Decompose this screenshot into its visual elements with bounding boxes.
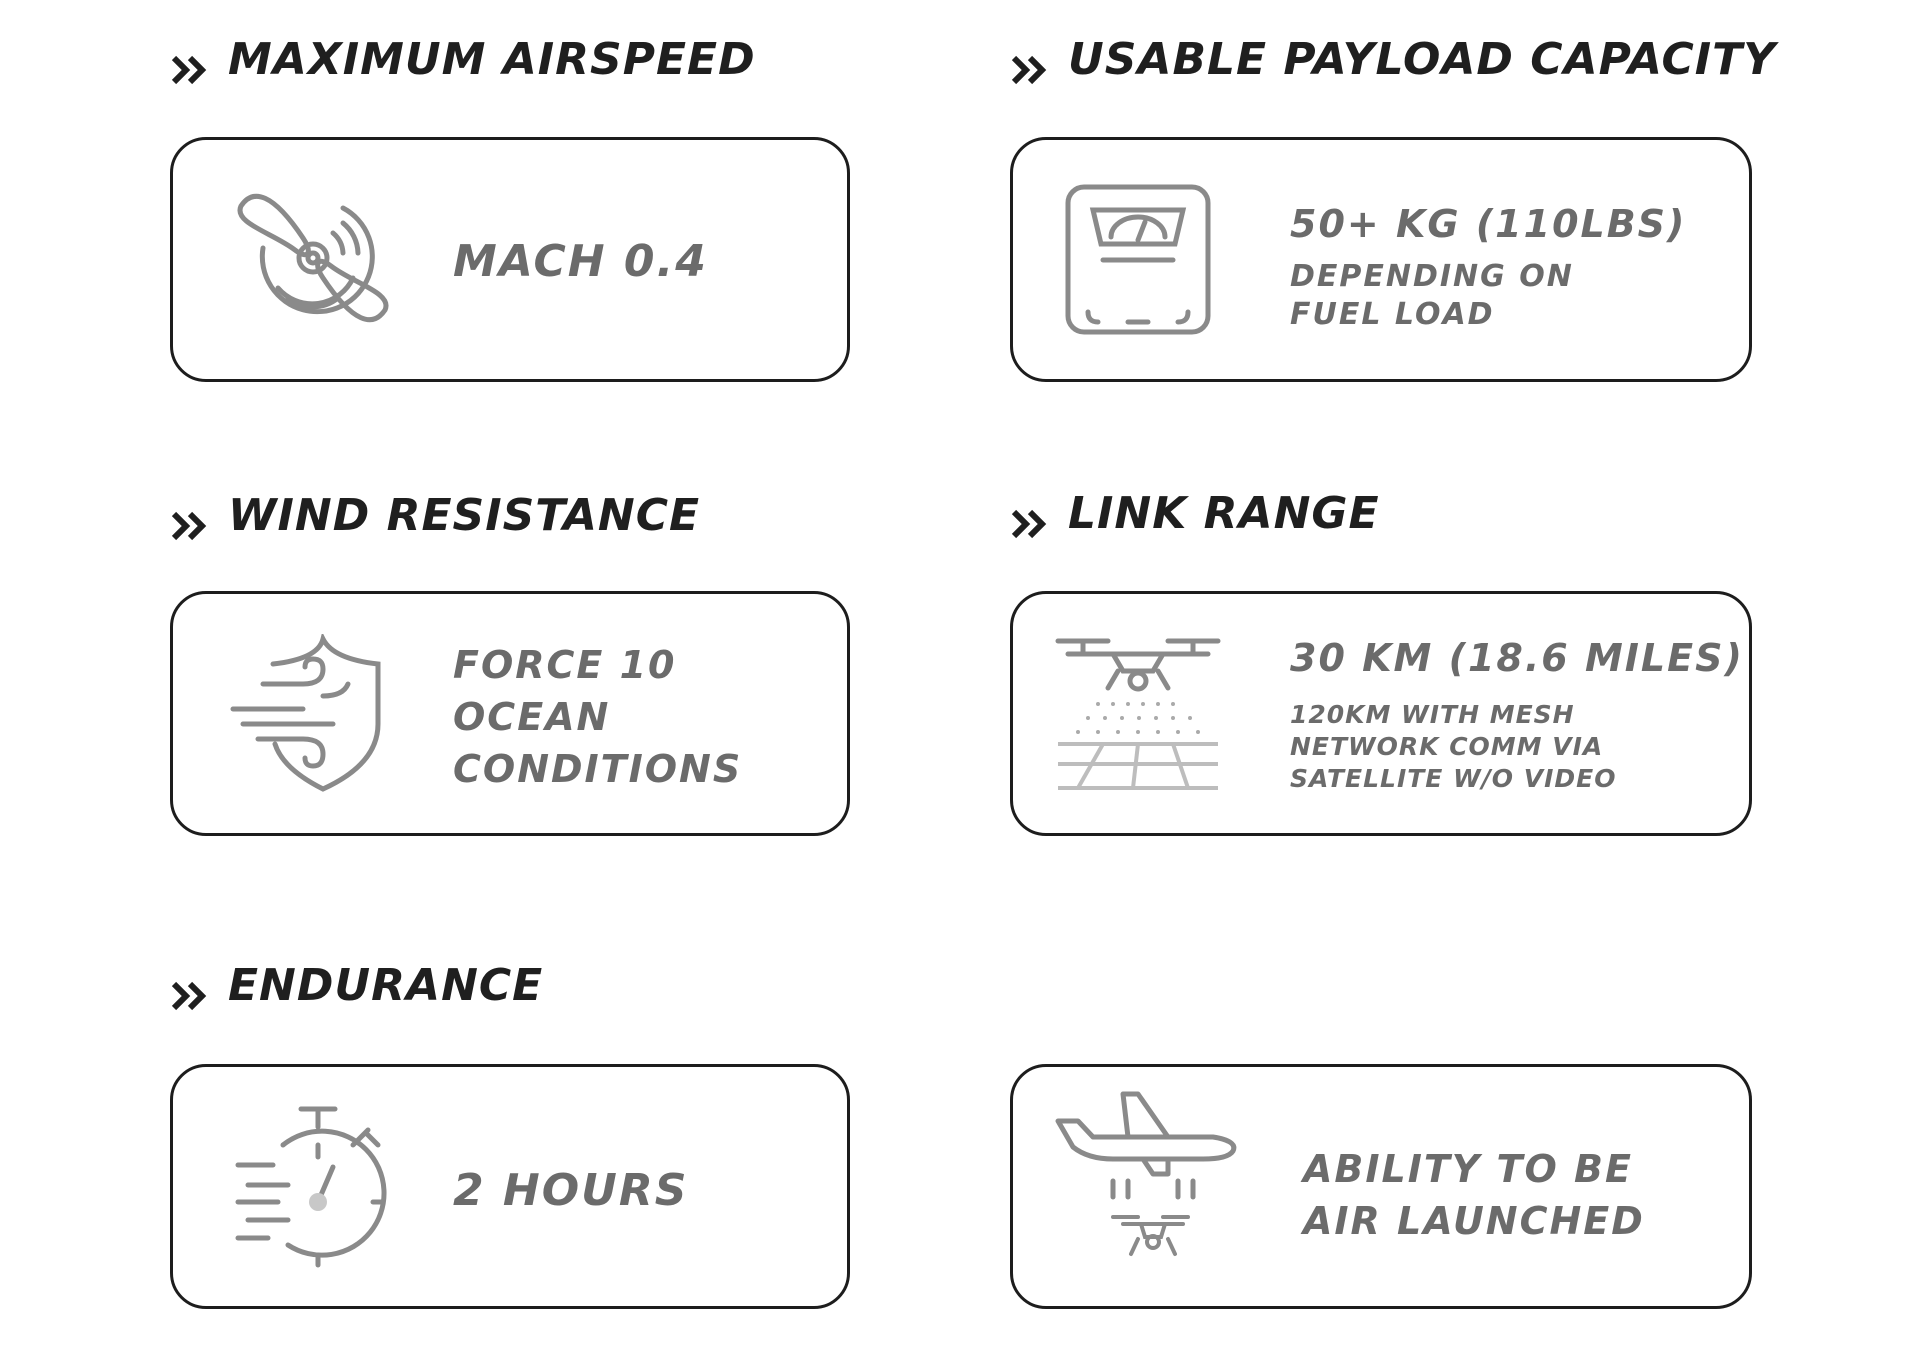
- heading-link-range: [1010, 488, 1380, 539]
- double-chevron-icon: [170, 971, 214, 1001]
- spec-value: 30 KM (18.6 MILES): [1290, 636, 1744, 680]
- double-chevron-icon: [170, 501, 214, 531]
- spec-detail-line: 120KM WITH MESH: [1290, 700, 1575, 729]
- heading-wind-resistance: [170, 490, 700, 541]
- drone-signal-icon: [1053, 636, 1223, 796]
- spec-detail-line: SATELLITE W/O VIDEO: [1290, 764, 1617, 793]
- spec-card-air-launch: [1010, 1064, 1752, 1309]
- double-chevron-icon: [170, 45, 214, 75]
- propeller-icon: [233, 178, 393, 338]
- air-launch-icon: [1053, 1089, 1243, 1269]
- heading-label: LINK RANGE: [1068, 488, 1380, 539]
- stopwatch-icon: [233, 1105, 393, 1270]
- heading-maximum-airspeed: [170, 34, 756, 85]
- spec-card-maximum-airspeed: [170, 137, 850, 382]
- spec-value-line: CONDITIONS: [453, 747, 743, 791]
- heading-label: USABLE PAYLOAD CAPACITY: [1068, 34, 1777, 85]
- spec-value: 50+ KG (110LBS): [1290, 202, 1687, 246]
- heading-endurance: [170, 960, 543, 1011]
- spec-detail-line: NETWORK COMM VIA: [1290, 732, 1604, 761]
- double-chevron-icon: [1010, 45, 1054, 75]
- weighing-scale-icon: [1063, 182, 1213, 337]
- heading-label: ENDURANCE: [228, 960, 544, 1011]
- heading-label: WIND RESISTANCE: [228, 490, 701, 541]
- wind-shield-icon: [223, 634, 393, 794]
- heading-usable-payload-capacity: [1010, 34, 1776, 85]
- spec-detail-line: DEPENDING ON: [1290, 259, 1574, 294]
- spec-value-line: FORCE 10: [453, 643, 677, 687]
- heading-label: MAXIMUM AIRSPEED: [228, 34, 756, 85]
- spec-value-line: ABILITY TO BE: [1303, 1147, 1633, 1191]
- double-chevron-icon: [1010, 499, 1054, 529]
- spec-card-usable-payload-capacity: [1010, 137, 1752, 382]
- spec-value: 2 HOURS: [453, 1165, 689, 1216]
- spec-card-link-range: [1010, 591, 1752, 836]
- spec-value-line: AIR LAUNCHED: [1303, 1199, 1645, 1243]
- spec-value-line: OCEAN: [453, 695, 611, 739]
- spec-card-endurance: [170, 1064, 850, 1309]
- spec-value: MACH 0.4: [453, 236, 708, 287]
- spec-detail-line: FUEL LOAD: [1290, 297, 1495, 332]
- spec-card-wind-resistance: [170, 591, 850, 836]
